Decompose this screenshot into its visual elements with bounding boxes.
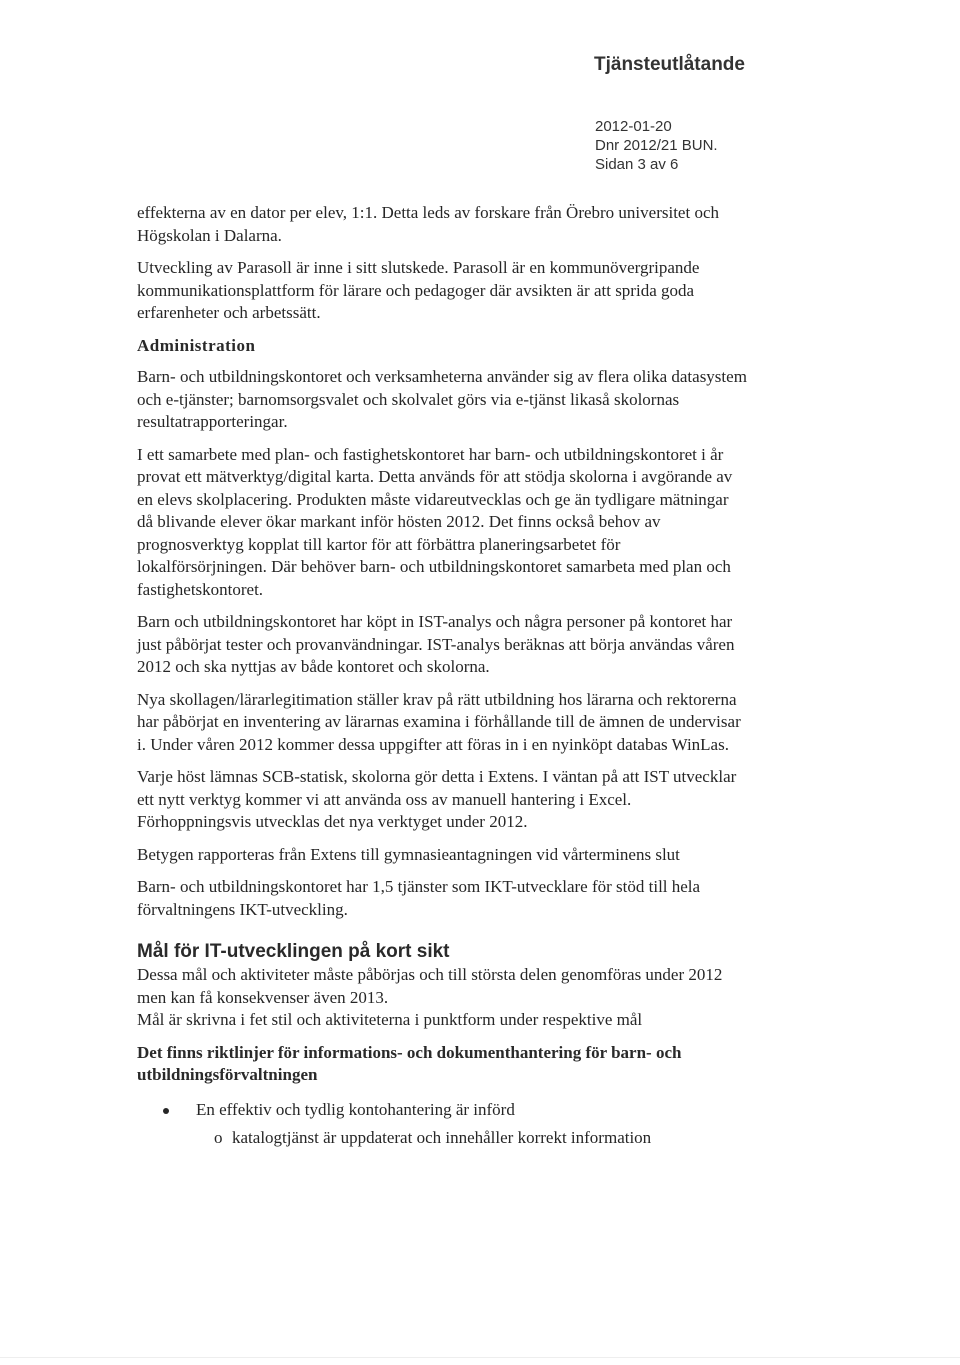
- document-dnr: Dnr 2012/21 BUN.: [595, 137, 718, 154]
- bullet-icon: [163, 1108, 169, 1114]
- bullet-text-kontohantering: En effektiv och tydlig kontohantering är införd: [196, 1099, 515, 1119]
- document-date: 2012-01-20: [595, 118, 672, 135]
- paragraph-skollagen: Nya skollagen/lärarlegitimation ställer krav på rätt utbildning hos lärarna och rektorerna har påbörjat en inventering av lärarnas examina i förhållande till de ämnen de undervisar i. Under våren 2012 kommer dessa uppgifter att föras in i en nyinköpt databas WinLas.: [137, 689, 741, 754]
- document-meta: [595, 117, 718, 174]
- paragraph-matverktyg: I ett samarbete med plan- och fastighetskontoret har barn- och utbildningskontoret i år provat ett mätverktyg/digital karta. Detta används för att stödja skolorna i avgörande av en elevs skolplacering. Produkten måste vidareutvecklas och ge än tydligare mätningar då blivande elever ökar markant inför hösten 2012. Det finns också behov av prognosverktyg kopplat till kartor för att förbättra planeringsarbetet för lokalförsörjningen. Där behöver barn- och utbildningskontoret samarbeta med plan och fastighetskontoret.: [137, 444, 733, 599]
- list-item: [137, 1099, 747, 1122]
- page-number: Sidan 3 av 6: [595, 156, 679, 173]
- list-item: [137, 1127, 747, 1150]
- paragraph-goals-intro: Dessa mål och aktiviteter måste påbörjas och till största delen genomföras under 2012 men kan få konsekvenser även 2013.: [137, 965, 723, 1007]
- paragraph-ikt-utvecklare: Barn- och utbildningskontoret har 1,5 tjänster som IKT-utvecklare för stöd till hela förvaltningens IKT-utveckling.: [137, 877, 701, 919]
- paragraph-dator-per-elev: effekterna av en dator per elev, 1:1. Detta leds av forskare från Örebro universitet och Högskolan i Dalarna.: [137, 203, 719, 245]
- goal-riktlinjer: Det finns riktlinjer för informations- och dokumenthantering för barn- och utbildningsförvaltningen: [137, 1042, 682, 1084]
- sub-bullet-marker: o: [214, 1128, 223, 1147]
- document-body: [137, 202, 747, 1150]
- heading-goals: Mål för IT-utvecklingen på kort sikt: [137, 941, 450, 962]
- sub-bullet-text-katalogtjanst: katalogtjänst är uppdaterat och innehåller korrekt information: [232, 1128, 652, 1147]
- paragraph-scb-statistik: Varje höst lämnas SCB-statisk, skolorna gör detta i Extens. I väntan på att IST utvecklar ett nytt verktyg kommer vi att använda oss av manuell hantering i Excel. Förhoppningsvis utvecklas det nya verktyget under 2012.: [137, 767, 737, 831]
- paragraph-goals-format: Mål är skrivna i fet stil och aktiviteterna i punktform under respektive mål: [137, 1010, 643, 1029]
- paragraph-betyg: Betygen rapporteras från Extens till gymnasieantagningen vid vårterminens slut: [137, 844, 680, 864]
- paragraph-ist-analys: Barn och utbildningskontoret har köpt in IST-analys och några personer på kontoret har just påbörjat tester och provanvändningar. IST-analys beräknas att börja användas våren 2012 och ska nyttjas av både kontoret och skolorna.: [137, 612, 735, 676]
- paragraph-datasystem: Barn- och utbildningskontoret och verksamheterna använder sig av flera olika datasystem och e-tjänster; barnomsorgsvalet och skolvalet görs via e-tjänst likaså skolornas resultatrapporteringar.: [137, 367, 747, 431]
- scan-edge-divider: [0, 1357, 960, 1358]
- paragraph-parasoll: Utveckling av Parasoll är inne i sitt slutskede. Parasoll är en kommunövergripande kommunikationsplattform för lärare och pedagoger där avsikten är att sprida goda erfarenheter och arbetssätt.: [137, 258, 700, 322]
- heading-administration: Administration: [137, 335, 256, 355]
- document-type-title: Tjänsteutlåtande: [594, 54, 745, 75]
